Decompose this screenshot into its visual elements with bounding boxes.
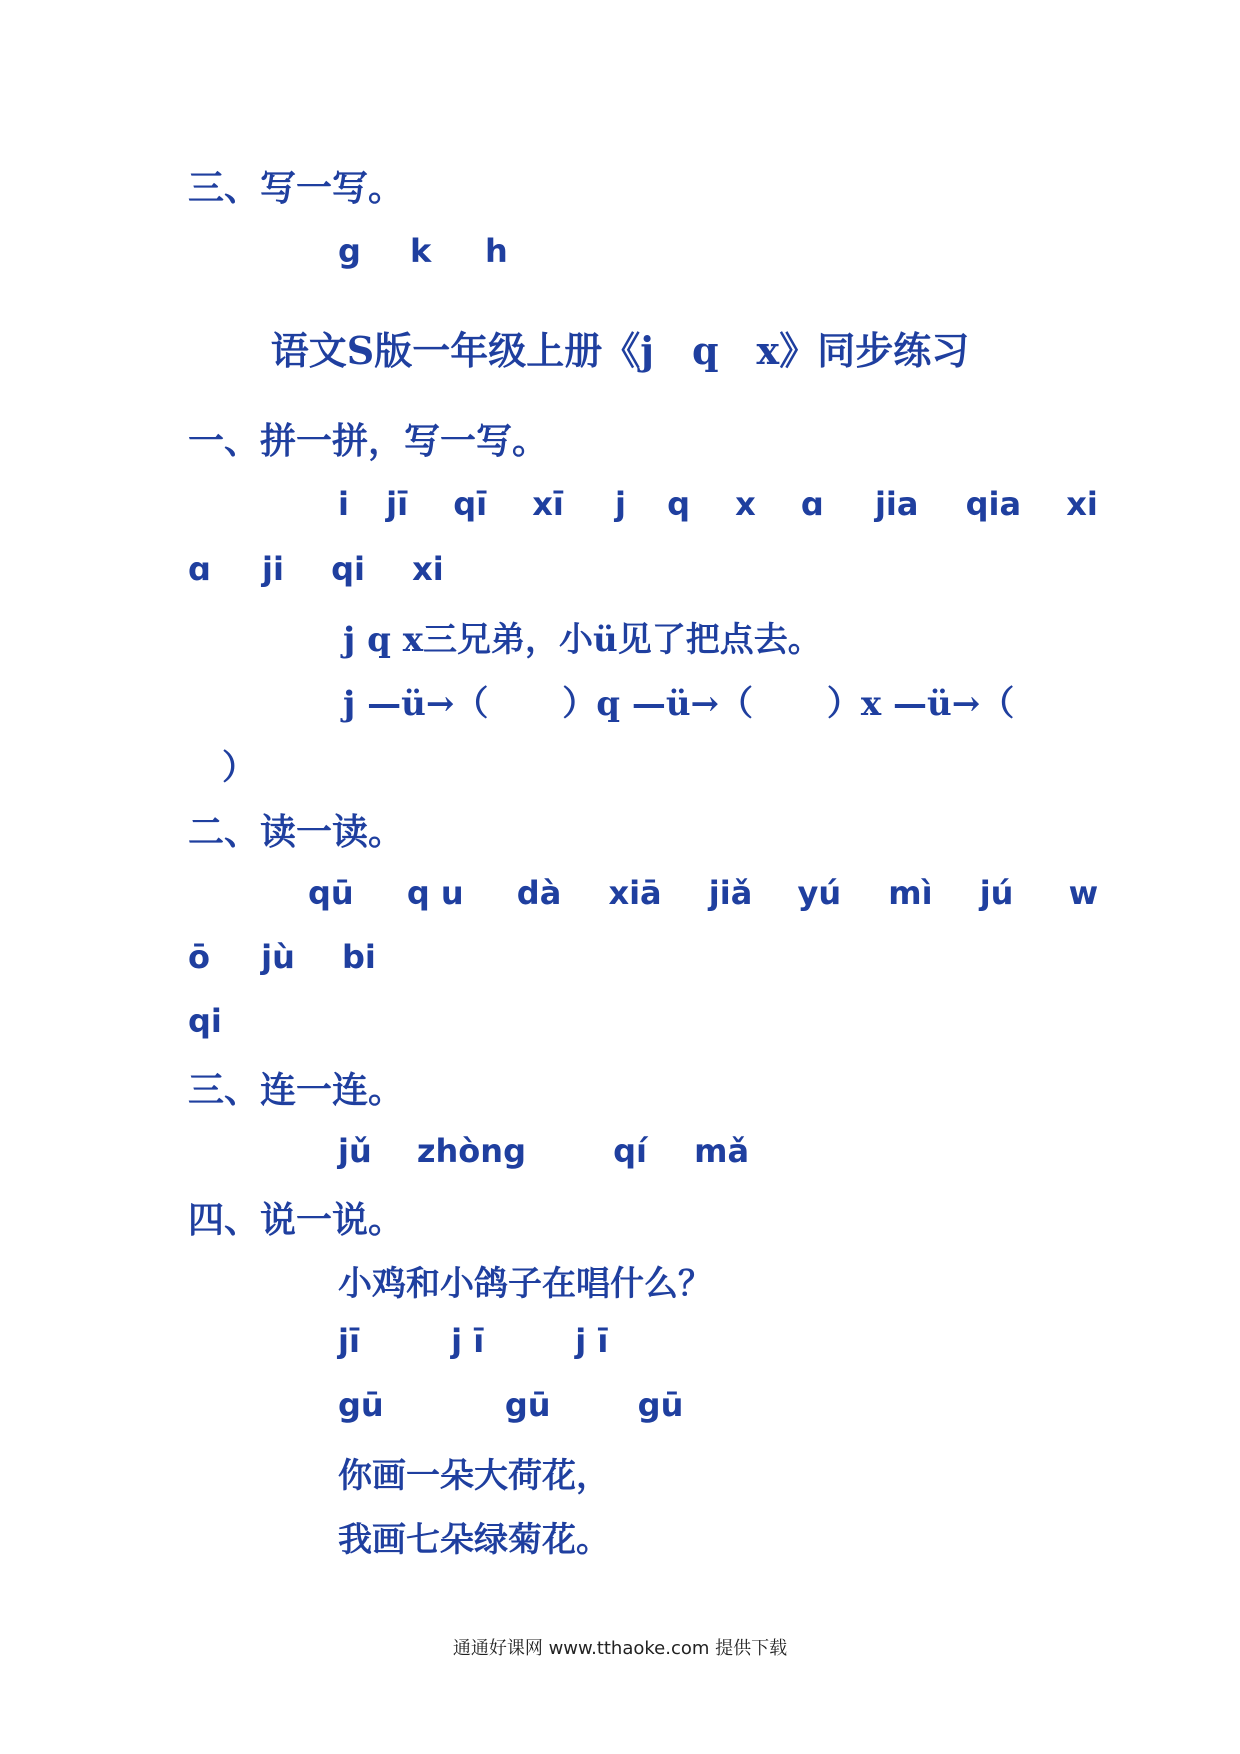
pinyin: j ī: [575, 1322, 609, 1360]
pinyin: qi: [331, 550, 365, 588]
pinyin: gū: [338, 1386, 384, 1424]
pinyin: w: [1068, 874, 1099, 912]
pinyin: q u: [406, 874, 464, 912]
section-heading-write: 三、写一写。: [188, 167, 405, 209]
conversion-j: j —ü→（: [343, 684, 489, 724]
pinyin: jú: [979, 874, 1014, 912]
section-heading-connect: 三、连一连。: [188, 1069, 405, 1111]
pinyin: jī: [386, 485, 409, 523]
letter-h: h: [485, 232, 508, 270]
pinyin: jia: [874, 485, 919, 523]
pinyin-row: [188, 1002, 222, 1040]
pinyin: ɑ: [800, 485, 824, 523]
pinyin: xī: [532, 485, 564, 523]
pinyin-row: [308, 874, 1098, 912]
pinyin: xi: [412, 550, 444, 588]
pinyin: jiǎ: [708, 874, 753, 912]
pinyin: j: [614, 485, 626, 523]
pinyin: qī: [453, 485, 488, 523]
rhyme-line: j q x三兄弟，小ü见了把点去。: [343, 620, 822, 660]
pinyin: mì: [888, 874, 933, 912]
pinyin: i: [338, 485, 349, 523]
conversion-q: ）q —ü→（: [562, 684, 754, 724]
conversion-end: ）: [222, 748, 256, 788]
pinyin-row: [338, 485, 1098, 523]
section-heading-read: 二、读一读。: [188, 811, 405, 853]
pinyin: jǔ: [338, 1132, 372, 1170]
pinyin: bi: [342, 938, 376, 976]
poem-line-1: 你画一朵大荷花，: [338, 1456, 610, 1496]
pinyin: qi: [188, 1002, 222, 1040]
pinyin: jī: [338, 1322, 360, 1360]
question-line: 小鸡和小鸽子在唱什么？: [338, 1264, 712, 1304]
pinyin-row: [338, 1132, 749, 1170]
pinyin: zhòng: [416, 1132, 526, 1170]
pinyin: gū: [637, 1386, 684, 1424]
pinyin-row: [338, 1386, 683, 1424]
pinyin-row: [188, 550, 444, 588]
conversion-x: ）x —ü→（: [826, 684, 1015, 724]
pinyin: qia: [965, 485, 1022, 523]
pinyin: qū: [308, 874, 354, 912]
section-heading-spell-write: 一、拼一拼，写一写。: [188, 420, 549, 462]
poem-line-2: 我画七朵绿菊花。: [338, 1520, 610, 1560]
footer-credit: 通通好课网 www.tthaoke.com 提供下载: [452, 1638, 788, 1659]
pinyin: dà: [516, 874, 562, 912]
pinyin: qí: [613, 1132, 647, 1170]
pinyin: x: [735, 485, 756, 523]
pinyin: gū: [504, 1386, 551, 1424]
pinyin: jù: [261, 938, 295, 976]
pinyin: j ī: [451, 1322, 485, 1360]
pinyin: mǎ: [694, 1132, 750, 1170]
pinyin: xi: [1066, 485, 1098, 523]
pinyin: ō: [188, 938, 210, 976]
pinyin: ɑ: [188, 550, 211, 588]
page-title: 语文S版一年级上册《j q x》同步练习: [270, 328, 970, 373]
letter-k: k: [410, 232, 432, 270]
letter-g: g: [338, 232, 361, 270]
pinyin: yú: [797, 874, 842, 912]
section-heading-say: 四、说一说。: [188, 1199, 405, 1241]
pinyin-row: [338, 1322, 608, 1360]
pinyin: ji: [262, 550, 284, 588]
pinyin: q: [667, 485, 690, 523]
pinyin-row: [188, 938, 376, 976]
conversion-line: [343, 676, 1014, 725]
pinyin: xiā: [608, 874, 662, 912]
